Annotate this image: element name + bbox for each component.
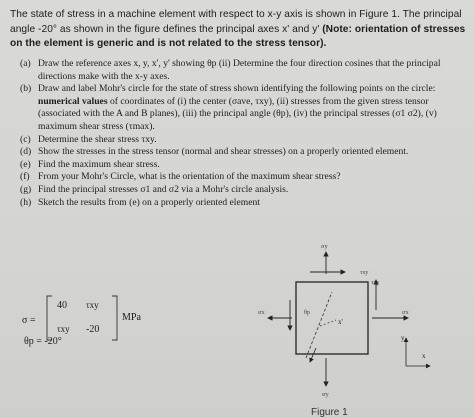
question-item xyxy=(20,159,460,172)
question-item xyxy=(20,58,460,83)
x-prime-label: x' xyxy=(338,318,343,326)
question-item xyxy=(20,171,460,184)
question-text: Show the stresses in the stress tensor (normal and shear stresses) on a properly oriented element. xyxy=(38,146,409,158)
sigma-symbol: σ = xyxy=(22,315,36,326)
question-bold: numerical values xyxy=(38,95,108,107)
question-item xyxy=(20,197,460,210)
y-axis-label: y xyxy=(401,334,405,342)
question-text: Determine the shear stress τxy. xyxy=(38,133,157,145)
principal-angle xyxy=(24,330,124,352)
question-text: From your Mohr's Circle, what is the orientation of the maximum shear stress? xyxy=(38,171,341,183)
question-label: (f) xyxy=(20,171,30,183)
question-label: (e) xyxy=(20,158,31,170)
sigma-y-bottom-label: σy xyxy=(322,391,329,398)
matrix-cell-12: τxy xyxy=(86,300,99,310)
matrix-cell-11: 40 xyxy=(57,300,67,311)
sigma-x-right-label: σx xyxy=(402,309,409,316)
sigma-x-left-label: σx xyxy=(258,309,265,316)
tensor-unit: MPa xyxy=(122,312,141,323)
intro-text: The state of stress in a machine element with respect to x-y axis is shown in Figure 1. The principal angle -20° as shown in the figure defines the principal axes x' and y' xyxy=(10,9,462,35)
question-label: (b) xyxy=(20,83,32,95)
question-text: of coordinates of (i) the center (σave, τxy), (ii) stresses from the given stress tensor (associated with the A and B planes), (iii) the principal angle (θp), (iv) the principal stresses (σ1 σ2), (v) maximum shear stress (τmax). xyxy=(38,95,437,132)
figure-1 xyxy=(240,238,470,408)
question-label: (d) xyxy=(20,146,32,158)
problem-intro xyxy=(10,8,466,52)
question-label: (a) xyxy=(20,58,31,69)
question-text: Sketch the results from (e) on a properly oriented element xyxy=(38,196,260,208)
plane-shear-arrow xyxy=(310,348,316,362)
question-text: Draw and label Mohr's circle for the state of stress shown identifying the following points on the circle: xyxy=(38,83,436,95)
question-text: Find the principal stresses σ1 and σ2 via a Mohr's circle analysis. xyxy=(38,183,289,195)
tau-top-label: τxy xyxy=(360,270,369,276)
question-label: (g) xyxy=(20,183,32,195)
question-label: (c) xyxy=(20,133,31,145)
theta-p-label: θp xyxy=(304,310,310,316)
question-item xyxy=(20,83,460,133)
theta-value: θp = -20° xyxy=(24,336,62,347)
x-axis-label: x xyxy=(422,352,426,360)
question-item xyxy=(20,146,460,159)
matrix-cell-22: -20 xyxy=(86,324,100,335)
tau-right-label: τxy xyxy=(371,280,380,286)
matrix-cell-21: τxy xyxy=(57,324,70,334)
sigma-y-top-label: σy xyxy=(321,243,328,250)
question-item xyxy=(20,134,460,147)
question-text: Find the maximum shear stress. xyxy=(38,158,160,170)
question-label: (h) xyxy=(20,196,32,208)
question-item xyxy=(20,184,460,197)
question-text: Draw the reference axes x, y, x', y' showing θp (ii) Determine the four direction cosines that the principal directions make with the x-y axes. xyxy=(38,58,441,82)
intro-note: (Note: orientation of stresses on the element is generic and is not related to the stress tensor). xyxy=(10,23,466,50)
x-prime-axis xyxy=(320,320,336,326)
figure-caption: Figure 1 xyxy=(311,407,348,418)
question-list xyxy=(20,58,460,209)
inclined-plane-line xyxy=(306,292,332,358)
